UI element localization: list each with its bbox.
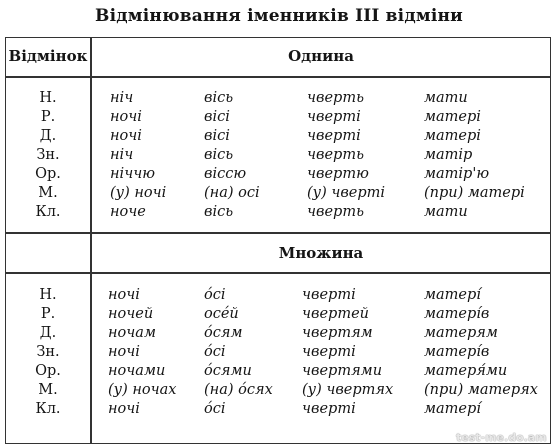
word-form: ночі — [108, 344, 140, 360]
word-form: матерíв — [424, 306, 490, 322]
word-form: матері — [424, 109, 481, 125]
plural-case-list — [6, 286, 90, 419]
case-label: Ор. — [35, 166, 61, 182]
word-form: ночі — [110, 128, 142, 144]
singular-header: Однина — [288, 47, 354, 65]
word-form: мати — [424, 90, 468, 106]
word-form: чверті — [302, 287, 356, 303]
word-form: матеря́ми — [424, 363, 508, 379]
word-form: вісі — [204, 109, 230, 125]
case-label: Д. — [39, 128, 57, 144]
word-form: чверті — [302, 401, 356, 417]
plural-column-chvert — [302, 286, 393, 419]
word-form: мати — [424, 204, 468, 220]
word-form: ноче — [110, 204, 146, 220]
word-form: ночей — [108, 306, 154, 322]
word-form: (у) чвертях — [302, 382, 394, 398]
word-form: óсями — [204, 363, 252, 379]
word-form: чверть — [307, 90, 364, 106]
case-label: Р. — [40, 306, 56, 322]
word-form: óсі — [204, 344, 226, 360]
word-form: матері́ — [424, 287, 481, 303]
word-form: ночі — [110, 109, 142, 125]
word-form: óсям — [204, 325, 243, 341]
case-label: Н. — [39, 90, 57, 106]
word-form: ніч — [110, 147, 134, 163]
case-label: М. — [38, 185, 58, 201]
word-form: матір'ю — [424, 166, 490, 182]
word-form: матерíв — [424, 344, 490, 360]
word-form: ночі — [108, 401, 140, 417]
word-form: чвертям — [302, 325, 373, 341]
case-label: Кл. — [35, 401, 61, 417]
case-label: М. — [38, 382, 58, 398]
word-form: ніччю — [110, 166, 155, 182]
singular-column-nich — [110, 89, 166, 222]
section-divider-top — [5, 232, 551, 234]
word-form: ночами — [108, 363, 166, 379]
word-form: матері — [424, 128, 481, 144]
word-form: матерям — [424, 325, 498, 341]
case-label: Ор. — [35, 363, 61, 379]
word-form: (при) матерях — [424, 382, 538, 398]
word-form: чверть — [307, 147, 364, 163]
case-label: Д. — [39, 325, 57, 341]
word-form: ночам — [108, 325, 156, 341]
word-form: чверті — [302, 344, 356, 360]
plural-header: Множина — [278, 244, 364, 262]
word-form: вісь — [204, 147, 234, 163]
case-label: Р. — [40, 109, 56, 125]
word-form: ночі — [108, 287, 140, 303]
singular-case-list — [6, 89, 90, 222]
word-form: ніч — [110, 90, 134, 106]
section-divider-bottom — [5, 272, 551, 274]
case-label: Зн. — [36, 147, 60, 163]
word-form: віссю — [204, 166, 247, 182]
word-form: вісь — [204, 90, 234, 106]
word-form: вісі — [204, 128, 230, 144]
singular-column-chvert — [307, 89, 385, 222]
plural-column-nich — [108, 286, 176, 419]
word-form: (при) матері — [424, 185, 525, 201]
watermark: test-me.do.am — [456, 431, 547, 444]
word-form: (у) чверті — [307, 185, 386, 201]
page-title: Відмінювання іменників III відміни — [95, 6, 463, 26]
word-form: óсі — [204, 287, 226, 303]
word-form: чвертями — [302, 363, 383, 379]
word-form: чвертей — [302, 306, 369, 322]
singular-column-maty — [424, 89, 525, 222]
plural-column-maty — [424, 286, 538, 419]
word-form: óсі — [204, 401, 226, 417]
case-label: Зн. — [36, 344, 60, 360]
case-label: Н. — [39, 287, 57, 303]
word-form: матір — [424, 147, 473, 163]
word-form: (на) óсях — [204, 382, 273, 398]
word-form: матері́ — [424, 401, 481, 417]
word-form: вісь — [204, 204, 234, 220]
case-label: Кл. — [35, 204, 61, 220]
word-form: (на) осі — [204, 185, 260, 201]
word-form: чверть — [307, 204, 364, 220]
word-form: осéй — [204, 306, 239, 322]
word-form: чвертю — [307, 166, 369, 182]
word-form: (у) ночах — [108, 382, 177, 398]
header-divider — [5, 76, 551, 78]
word-form: чверті — [307, 109, 361, 125]
case-column-header: Відмінок — [8, 47, 88, 65]
plural-column-vis — [204, 286, 273, 419]
singular-column-vis — [204, 89, 260, 222]
word-form: чверті — [307, 128, 361, 144]
word-form: (у) ночі — [110, 185, 167, 201]
column-divider — [90, 37, 92, 444]
